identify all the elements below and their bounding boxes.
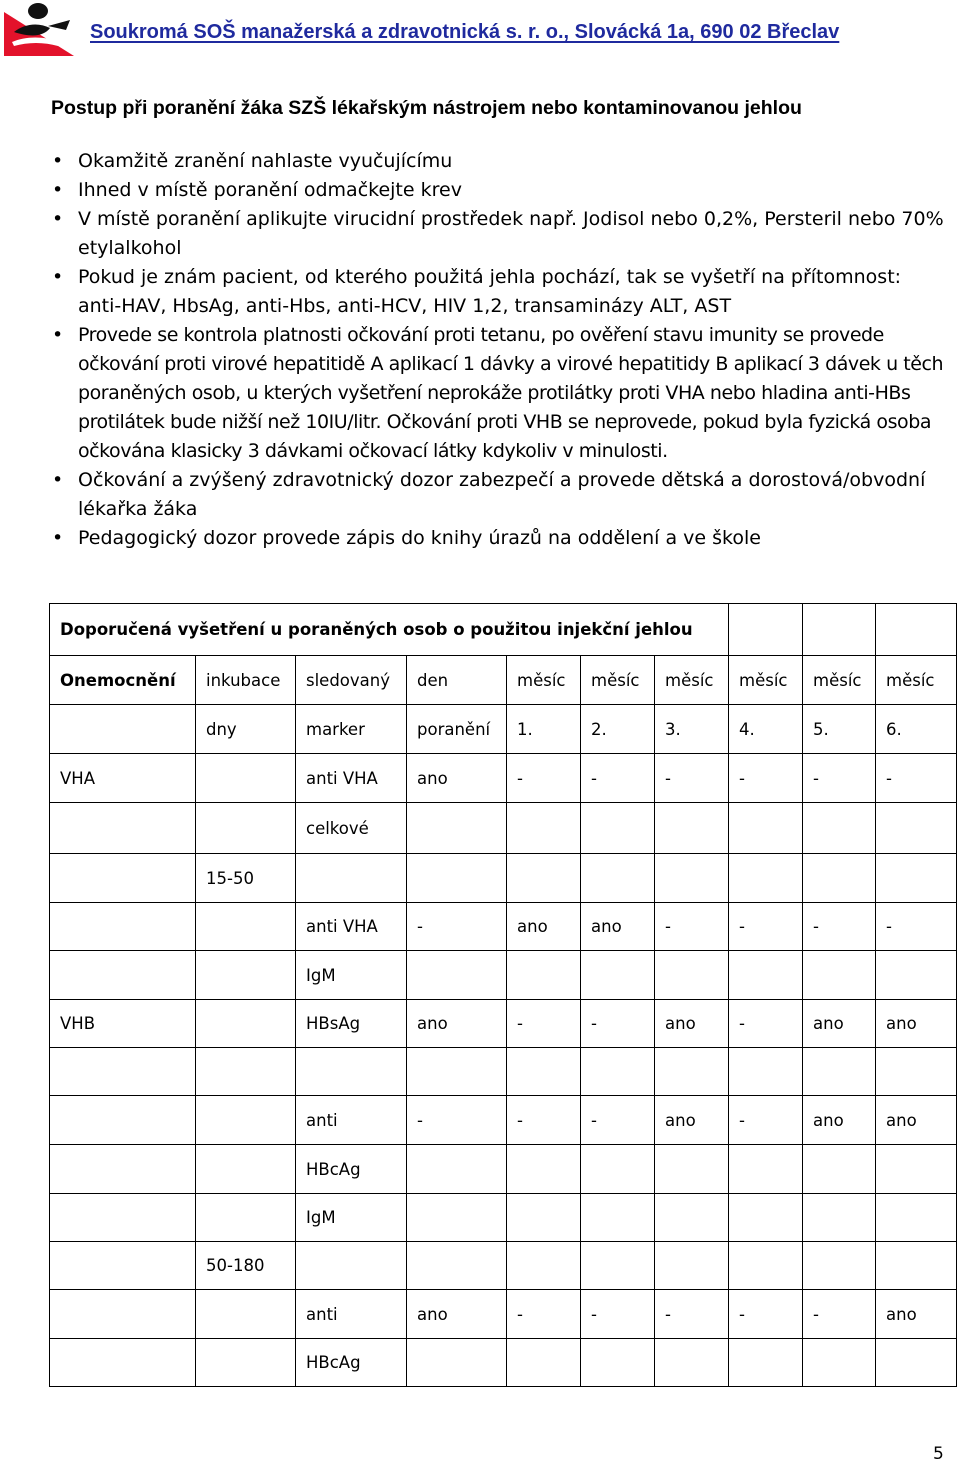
table-cell: měsíc bbox=[729, 656, 803, 705]
table-cell bbox=[196, 903, 296, 951]
table-cell bbox=[407, 1048, 507, 1096]
table-row bbox=[50, 1145, 957, 1194]
table-cell: 6. bbox=[876, 705, 957, 754]
table-cell: měsíc bbox=[507, 656, 581, 705]
table-cell bbox=[803, 854, 876, 903]
table-cell bbox=[876, 803, 957, 854]
table-cell bbox=[581, 1194, 655, 1242]
table-cell: - bbox=[407, 903, 507, 951]
table-cell bbox=[803, 1194, 876, 1242]
table-cell bbox=[729, 1194, 803, 1242]
table-header-row bbox=[50, 656, 957, 705]
table-cell bbox=[581, 1145, 655, 1194]
procedure-list bbox=[50, 147, 950, 553]
table-cell bbox=[876, 854, 957, 903]
table-cell bbox=[507, 1242, 581, 1290]
table-cell: HBsAg bbox=[296, 1000, 407, 1048]
table-cell: měsíc bbox=[581, 656, 655, 705]
table-cell bbox=[581, 1048, 655, 1096]
table-cell bbox=[581, 951, 655, 1000]
table-cell bbox=[407, 1194, 507, 1242]
table-cell bbox=[803, 951, 876, 1000]
table-cell: 4. bbox=[729, 705, 803, 754]
table-cell bbox=[50, 803, 196, 854]
table-cell bbox=[655, 1048, 729, 1096]
table-cell: ano bbox=[876, 1096, 957, 1145]
table-cell: 5. bbox=[803, 705, 876, 754]
table-cell bbox=[803, 1145, 876, 1194]
table-cell: inkubace bbox=[196, 656, 296, 705]
table-cell bbox=[581, 854, 655, 903]
table-cell bbox=[50, 1290, 196, 1339]
table-cell bbox=[50, 1096, 196, 1145]
table-cell bbox=[196, 1290, 296, 1339]
table-cell bbox=[196, 1145, 296, 1194]
table-cell bbox=[296, 1048, 407, 1096]
table-cell bbox=[729, 1048, 803, 1096]
table-cell bbox=[196, 1000, 296, 1048]
table-cell bbox=[876, 1242, 957, 1290]
table-cell bbox=[407, 854, 507, 903]
table-cell bbox=[507, 951, 581, 1000]
table-cell: marker bbox=[296, 705, 407, 754]
table-cell: IgM bbox=[296, 1194, 407, 1242]
table-cell bbox=[407, 1145, 507, 1194]
table-cell bbox=[507, 1145, 581, 1194]
table-cell bbox=[581, 803, 655, 854]
table-cell: ano bbox=[581, 903, 655, 951]
table-cell bbox=[803, 1048, 876, 1096]
list-item: • V místě poranění aplikujte virucidní prostředek např. Jodisol nebo 0,2%, Persteril nebo 70% etylalkohol bbox=[52, 208, 944, 259]
table-cell: den bbox=[407, 656, 507, 705]
table-caption: Doporučená vyšetření u poraněných osob o použitou injekční jehlou bbox=[50, 604, 729, 656]
page-number: 5 bbox=[933, 1444, 944, 1464]
list-item: • Očkování a zvýšený zdravotnický dozor zabezpečí a provede dětská a dorostová/obvodní lékařka žáka bbox=[52, 469, 926, 520]
table-cell bbox=[50, 1048, 196, 1096]
table-cell bbox=[407, 803, 507, 854]
table-cell: měsíc bbox=[655, 656, 729, 705]
table-cell bbox=[196, 1096, 296, 1145]
table-row bbox=[50, 1194, 957, 1242]
table-cell: dny bbox=[196, 705, 296, 754]
table-cell bbox=[655, 951, 729, 1000]
table-row bbox=[50, 1339, 957, 1387]
table-cell bbox=[655, 1339, 729, 1387]
table-cell: - bbox=[581, 754, 655, 803]
table-cell bbox=[196, 1048, 296, 1096]
table-cell: Onemocnění bbox=[50, 656, 196, 705]
table-cell: ano bbox=[407, 1290, 507, 1339]
table-cell bbox=[803, 1242, 876, 1290]
table-cell: - bbox=[655, 1290, 729, 1339]
page-header bbox=[0, 0, 960, 70]
header-school-info: Soukromá SOŠ manažerská a zdravotnická s. r. o., Slovácká 1a, 690 02 Břeclav bbox=[90, 21, 840, 43]
table-cell: poranění bbox=[407, 705, 507, 754]
table-row bbox=[50, 1242, 957, 1290]
table-cell: anti bbox=[296, 1290, 407, 1339]
list-item: • Ihned v místě poranění odmačkejte krev bbox=[52, 179, 462, 201]
table-cell bbox=[507, 1048, 581, 1096]
table-cell: 15-50 bbox=[196, 854, 296, 903]
table-cell: anti bbox=[296, 1096, 407, 1145]
table-cell bbox=[196, 754, 296, 803]
table-cell: IgM bbox=[296, 951, 407, 1000]
table-cell bbox=[50, 854, 196, 903]
table-cell bbox=[876, 1048, 957, 1096]
table-cell: - bbox=[581, 1096, 655, 1145]
table-row bbox=[50, 754, 957, 803]
table-cell bbox=[581, 1242, 655, 1290]
table-cell bbox=[655, 803, 729, 854]
table-cell bbox=[196, 1194, 296, 1242]
list-item: • Pokud je znám pacient, od kterého použitá jehla pochází, tak se vyšetří na přítomnost: anti-HAV, HbsAg, anti-Hbs, anti-HCV, HIV 1,2, transaminázy ALT, AST bbox=[52, 266, 902, 317]
table-cell: - bbox=[581, 1290, 655, 1339]
table-row bbox=[50, 951, 957, 1000]
table-cell: - bbox=[803, 1290, 876, 1339]
table-cell: - bbox=[655, 754, 729, 803]
table-cell bbox=[507, 854, 581, 903]
table-cell: 2. bbox=[581, 705, 655, 754]
table-cell bbox=[803, 1339, 876, 1387]
table-cell: - bbox=[507, 754, 581, 803]
table-cell: - bbox=[876, 903, 957, 951]
table-cell bbox=[729, 1339, 803, 1387]
table-cell bbox=[50, 951, 196, 1000]
table-cell bbox=[50, 705, 196, 754]
table-cell: ano bbox=[803, 1096, 876, 1145]
table-cell bbox=[407, 1339, 507, 1387]
table-cell bbox=[655, 1145, 729, 1194]
list-item: • Pedagogický dozor provede zápis do knihy úrazů na oddělení a ve škole bbox=[52, 527, 761, 549]
table-cell bbox=[581, 1339, 655, 1387]
table-cell bbox=[655, 1194, 729, 1242]
table-cell: sledovaný bbox=[296, 656, 407, 705]
table-row bbox=[50, 1290, 957, 1339]
table-cell bbox=[876, 1339, 957, 1387]
table-cell bbox=[196, 1339, 296, 1387]
table-header-row bbox=[50, 705, 957, 754]
table-cell: ano bbox=[407, 1000, 507, 1048]
document-title: Postup při poranění žáka SZŠ lékařským nástrojem nebo kontaminovanou jehlou bbox=[51, 97, 802, 119]
table-cell: ano bbox=[507, 903, 581, 951]
table-cell bbox=[729, 951, 803, 1000]
table-cell: - bbox=[507, 1290, 581, 1339]
table-row bbox=[50, 1096, 957, 1145]
table-cell: - bbox=[729, 1290, 803, 1339]
table-cell: HBcAg bbox=[296, 1339, 407, 1387]
table-cell: - bbox=[876, 754, 957, 803]
table-cell bbox=[729, 854, 803, 903]
table-cell: - bbox=[507, 1096, 581, 1145]
table-cell: ano bbox=[876, 1000, 957, 1048]
table-cell: 3. bbox=[655, 705, 729, 754]
table-row bbox=[50, 1000, 957, 1048]
table-cell: - bbox=[729, 903, 803, 951]
table-cell: - bbox=[581, 1000, 655, 1048]
table-cell: - bbox=[729, 1000, 803, 1048]
table-cell: měsíc bbox=[803, 656, 876, 705]
table-cell bbox=[729, 803, 803, 854]
table-cell: - bbox=[729, 1096, 803, 1145]
table-cell: 50-180 bbox=[196, 1242, 296, 1290]
table-cell bbox=[729, 1145, 803, 1194]
list-item: • Provede se kontrola platnosti očkování proti tetanu, po ověření stavu imunity se provede očkování proti virové hepatitidě A aplikací 1 dávky a virové hepatitidy B aplikací 3 dávek u těch poraněných osob, u kterých vyšetření neprokáže protilátky proti VHA nebo hladina anti-HBs protilátek bude nižší než 10IU/litr. Očkování proti VHB se neprovede, pokud byla fyzická osoba očkována klasicky 3 dávkami očkovací látky kdykoliv v minulosti. bbox=[52, 324, 944, 462]
table-cell bbox=[50, 903, 196, 951]
table-cell bbox=[655, 1242, 729, 1290]
table-row bbox=[50, 803, 957, 854]
table-cell bbox=[729, 1242, 803, 1290]
table-cell bbox=[507, 1194, 581, 1242]
table-cell: HBcAg bbox=[296, 1145, 407, 1194]
table-cell bbox=[50, 1145, 196, 1194]
table-cell bbox=[507, 1339, 581, 1387]
table-cell: celkové bbox=[296, 803, 407, 854]
table-row bbox=[50, 1048, 957, 1096]
table-cell bbox=[803, 803, 876, 854]
table-cell: - bbox=[803, 903, 876, 951]
table-cell: - bbox=[655, 903, 729, 951]
table-cell bbox=[50, 1194, 196, 1242]
table-cell bbox=[507, 803, 581, 854]
examination-table bbox=[49, 603, 957, 1387]
table-cell: - bbox=[407, 1096, 507, 1145]
school-logo-icon bbox=[4, 2, 76, 58]
table-cell: - bbox=[729, 754, 803, 803]
table-cell: ano bbox=[407, 754, 507, 803]
table-cell bbox=[876, 951, 957, 1000]
table-cell: 1. bbox=[507, 705, 581, 754]
table-cell bbox=[50, 1339, 196, 1387]
table-cell: - bbox=[507, 1000, 581, 1048]
list-item: • Okamžitě zranění nahlaste vyučujícímu bbox=[52, 150, 453, 172]
table-cell bbox=[196, 803, 296, 854]
table-cell bbox=[296, 854, 407, 903]
table-cell: VHA bbox=[50, 754, 196, 803]
table-row bbox=[50, 854, 957, 903]
table-cell bbox=[196, 951, 296, 1000]
table-cell: ano bbox=[803, 1000, 876, 1048]
table-cell: ano bbox=[876, 1290, 957, 1339]
table-cell: anti VHA bbox=[296, 754, 407, 803]
table-row bbox=[50, 903, 957, 951]
table-cell: měsíc bbox=[876, 656, 957, 705]
table-cell bbox=[876, 1194, 957, 1242]
table-cell bbox=[407, 951, 507, 1000]
table-cell bbox=[50, 1242, 196, 1290]
table-cell bbox=[296, 1242, 407, 1290]
table-cell: ano bbox=[655, 1096, 729, 1145]
table-cell: - bbox=[803, 754, 876, 803]
table-cell: ano bbox=[655, 1000, 729, 1048]
table-cell bbox=[655, 854, 729, 903]
table-cell bbox=[407, 1242, 507, 1290]
table-cell: VHB bbox=[50, 1000, 196, 1048]
table-cell bbox=[876, 1145, 957, 1194]
table-caption-row bbox=[50, 604, 957, 656]
table-cell: anti VHA bbox=[296, 903, 407, 951]
